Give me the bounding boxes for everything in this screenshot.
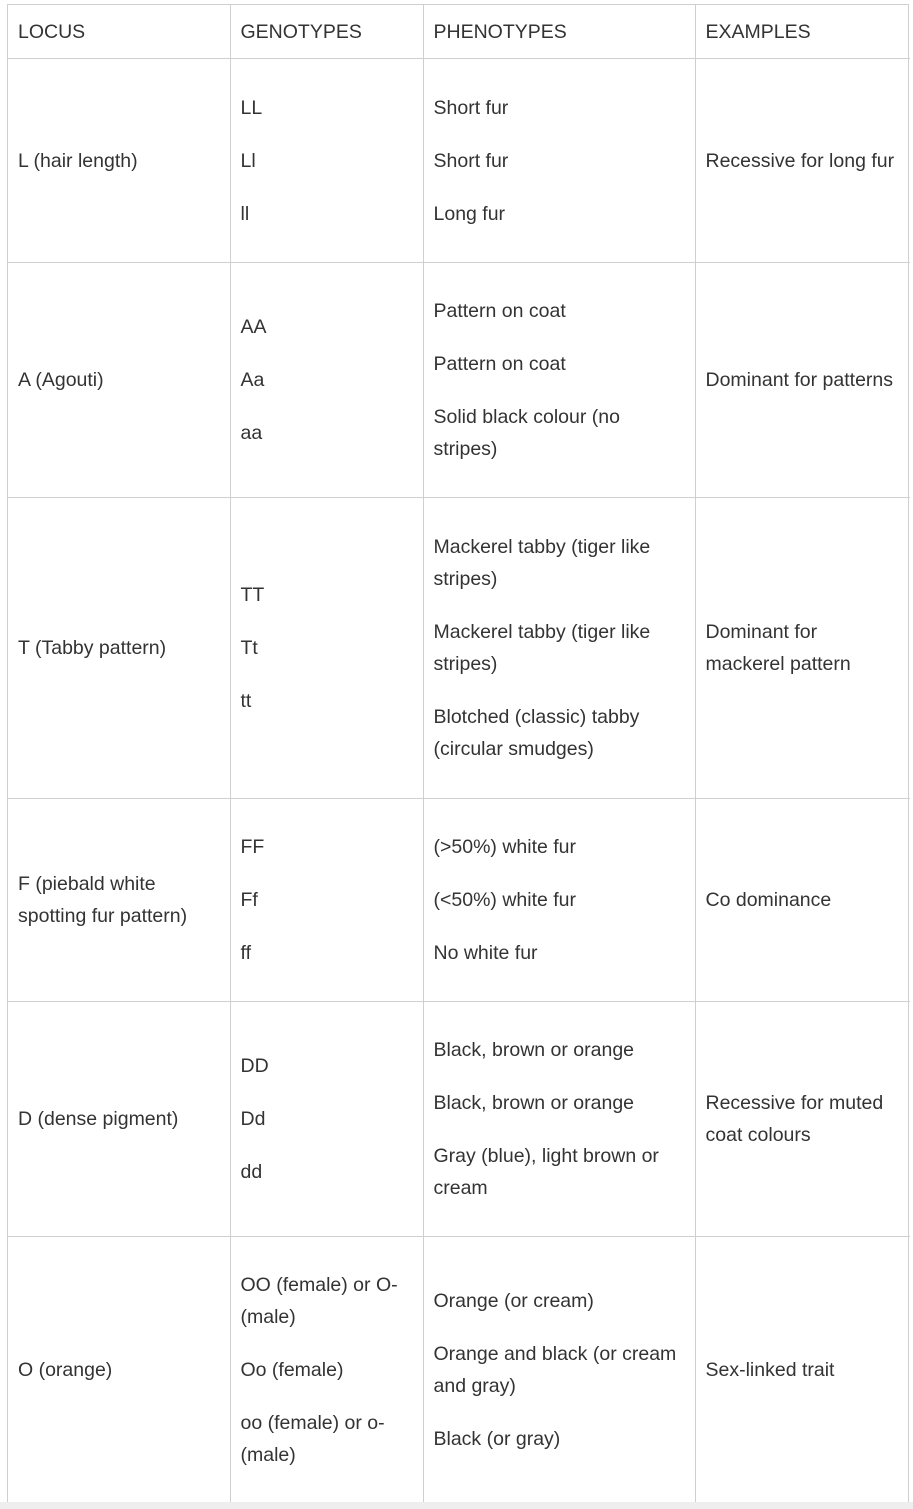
genotypes-cell: [230, 263, 423, 498]
phenotypes-cell: [423, 498, 695, 798]
header-genotypes: GENOTYPES: [230, 5, 423, 59]
locus-cell: D (dense pigment): [8, 1001, 230, 1236]
genotypes-cell: [230, 798, 423, 1001]
genotypes-cell: [230, 498, 423, 798]
genotype: Oo (female): [240, 1359, 344, 1382]
locus-cell: F (piebald white spotting fur pattern): [8, 798, 230, 1001]
phenotype: No white fur: [433, 941, 538, 964]
genotype: Ff: [240, 888, 258, 911]
phenotype: Black (or gray): [433, 1428, 561, 1451]
table-row: [8, 498, 910, 798]
table-row: [8, 1001, 910, 1236]
table-row: [8, 263, 910, 498]
genotypes-cell: [230, 1001, 423, 1236]
phenotype: Orange and black (or cream and gray): [433, 1343, 677, 1398]
table-row: [8, 1237, 910, 1503]
phenotype: Mackerel tabby (tiger like stripes): [433, 536, 651, 591]
genotypes-cell: [230, 59, 423, 263]
phenotype: Blotched (classic) tabby (circular smudges): [433, 706, 640, 761]
example-cell: Co dominance: [695, 798, 910, 1001]
example-cell: Sex-linked trait: [695, 1237, 910, 1503]
phenotype: Pattern on coat: [433, 300, 566, 323]
example-cell: Dominant for patterns: [695, 263, 910, 498]
phenotype: (>50%) white fur: [433, 835, 577, 858]
genotype: TT: [240, 584, 265, 607]
phenotype: Black, brown or orange: [433, 1039, 635, 1062]
page-bottom-edge: [0, 1502, 913, 1509]
table-row: [8, 59, 910, 263]
header-phenotypes: PHENOTYPES: [423, 5, 695, 59]
phenotype: Black, brown or orange: [433, 1092, 635, 1115]
phenotype: Short fur: [433, 96, 509, 119]
genotype: LL: [240, 96, 263, 119]
locus-cell: O (orange): [8, 1237, 230, 1503]
locus-cell: A (Agouti): [8, 263, 230, 498]
phenotype: Mackerel tabby (tiger like stripes): [433, 621, 651, 676]
locus-cell: L (hair length): [8, 59, 230, 263]
genotype: oo (female) or o- (male): [240, 1412, 385, 1467]
genotype: FF: [240, 835, 265, 858]
header-locus: LOCUS: [8, 5, 230, 59]
locus-cell: T (Tabby pattern): [8, 498, 230, 798]
example-cell: Recessive for long fur: [695, 59, 910, 263]
genotype: aa: [240, 422, 263, 445]
genetics-table-container: [7, 4, 909, 1503]
phenotype: Solid black colour (no stripes): [433, 406, 620, 461]
genotype: DD: [240, 1055, 269, 1078]
table-row: [8, 798, 910, 1001]
phenotype: Short fur: [433, 149, 509, 172]
genotype: Tt: [240, 637, 258, 660]
genotype: ff: [240, 941, 251, 964]
phenotype: Orange (or cream): [433, 1290, 594, 1313]
phenotype: Long fur: [433, 202, 506, 225]
cat-genetics-table: [8, 5, 910, 1503]
genotype: ll: [240, 202, 250, 225]
phenotypes-cell: [423, 263, 695, 498]
phenotypes-cell: [423, 798, 695, 1001]
example-cell: Recessive for muted coat colours: [695, 1001, 910, 1236]
genotype: tt: [240, 690, 252, 713]
genotype: Dd: [240, 1108, 266, 1131]
phenotypes-cell: [423, 1237, 695, 1503]
genotype: AA: [240, 316, 267, 339]
genotype: Ll: [240, 149, 256, 172]
genotype: Aa: [240, 369, 265, 392]
phenotype: Pattern on coat: [433, 353, 566, 376]
example-cell: Dominant for mackerel pattern: [695, 498, 910, 798]
genotype: dd: [240, 1161, 263, 1184]
phenotype: Gray (blue), light brown or cream: [433, 1145, 659, 1200]
phenotypes-cell: [423, 1001, 695, 1236]
phenotype: (<50%) white fur: [433, 888, 577, 911]
table-header-row: [8, 5, 910, 59]
genotype: OO (female) or O- (male): [240, 1274, 398, 1329]
genotypes-cell: [230, 1237, 423, 1503]
header-examples: EXAMPLES: [695, 5, 910, 59]
phenotypes-cell: [423, 59, 695, 263]
